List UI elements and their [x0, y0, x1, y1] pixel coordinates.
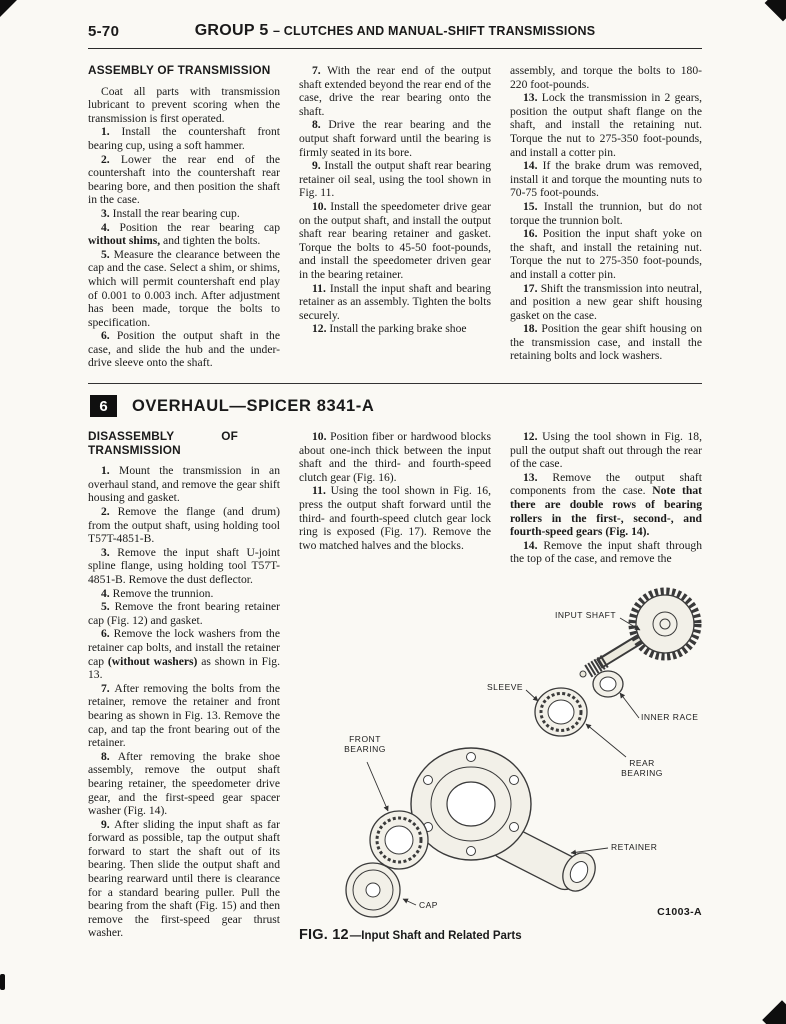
disassembly-column-2 [299, 430, 491, 566]
figure-caption-number: FIG. 12 [299, 927, 349, 943]
inner-race-label: INNER RACE [641, 712, 699, 722]
paragraph: 12. Using the tool shown in Fig. 18, pull the output shaft out through the rear of the case. [510, 430, 702, 471]
paragraph: 10. Position fiber or hardwood blocks about one-inch thick between the input shaft and the third- and fourth-speed clutch gear (Fig. 16). [299, 430, 491, 484]
paragraph: 10. Install the speedometer drive gear on the output shaft, and install the output shaft rear bearing retainer and gasket. Torque the bolts to 45-50 foot-pounds, and install the speedometer driven gear in the bearing retainer. [299, 199, 492, 281]
group-subtitle: – CLUTCHES AND MANUAL-SHIFT TRANSMISSIONS [272, 24, 596, 38]
paragraph: 2. Remove the flange (and drum) from the output shaft, using holding tool T57T-4851-B. [88, 505, 281, 546]
paragraph: 9. Install the output shaft rear bearing retainer oil seal, using the tool shown in Fig. 11. [299, 159, 491, 200]
figure-caption-title: —Input Shaft and Related Parts [349, 930, 522, 942]
front-bearing-drawing [370, 811, 428, 869]
paragraph: 1. Install the countershaft front bearing cup, using a soft hammer. [88, 125, 280, 152]
input-shaft-label: INPUT SHAFT [555, 610, 617, 620]
scan-artifact [765, 0, 786, 21]
disassembly-right-area [299, 430, 702, 943]
scan-artifact [762, 1000, 786, 1024]
paragraph: 13. Lock the transmission in 2 gears, position the output shaft flange on the shaft, and install the retaining nut. Torque the nut to 275-350 foot-pounds, and install a cotter pin. [510, 91, 702, 159]
paragraph: 4. Position the rear bearing cap without shims, and tighten the bolts. [88, 220, 280, 248]
front-bearing-label: FRONT BEARING [344, 734, 386, 754]
sleeve-label: SLEEVE [487, 682, 524, 692]
paragraph: 8. Drive the rear bearing and the output shaft forward until the bearing is firmly seated in its bore. [299, 118, 491, 159]
page-number: 5-70 [88, 23, 120, 40]
assembly-column-1 [88, 64, 280, 370]
paragraph: 8. After removing the brake shoe assembly, remove the output shaft bearing retainer, the speedometer drive gear, and the first-speed gear spacer washer (Fig. 14). [88, 749, 280, 818]
cap-drawing [346, 863, 400, 917]
inner-race-drawing [593, 671, 623, 697]
group-label: GROUP 5 [194, 22, 269, 39]
paragraph: 3. Install the rear bearing cup. [101, 206, 240, 220]
scan-artifact [0, 0, 17, 17]
paragraph: 11. Using the tool shown in Fig. 16, press the output shaft forward until the third- and fourth-speed clutch gear lock ring is exposed (Fig. 17). Remove the two matched halves and the blocks. [299, 484, 491, 552]
paragraph: 6. Position the output shaft in the case, and slide the hub and the under-drive sleeve onto the shaft. [88, 329, 280, 370]
paragraph: 11. Install the input shaft and bearing retainer as an assembly. Tighten the bolts securely. [299, 281, 491, 322]
paragraph: 13. Remove the output shaft components from the case. Note that there are double rows of bearing rollers in the first-, second-, and fourth-speed gears (Fig. 14). [510, 470, 703, 539]
header-title [88, 20, 702, 40]
input-shaft-drawing [580, 591, 698, 677]
paragraph: 14. Remove the input shaft through the top of the case, and remove the [510, 538, 702, 566]
disassembly-heading: DISASSEMBLY OF TRANSMISSION [88, 429, 238, 457]
section-6-header [90, 395, 702, 417]
paragraph: 2. Lower the rear end of the countershaft into the countershaft rear bearing bore, and then position the shaft in the case. [88, 152, 280, 207]
figure-12-illustration [299, 572, 702, 924]
rear-bearing-drawing [535, 688, 587, 736]
paragraph: 6. Remove the lock washers from the retainer cap bolts, and install the retainer cap (without washers) as shown in Fig. 13. [88, 627, 280, 682]
retainer-label: RETAINER [611, 842, 658, 852]
assembly-section [88, 64, 702, 370]
paragraph: 17. Shift the transmission into neutral, and position a new gear shift housing gasket on the case. [510, 281, 702, 322]
cap-label: CAP [419, 900, 438, 910]
scan-artifact [0, 974, 5, 990]
rear-bearing-label: REAR BEARING [621, 758, 663, 778]
paragraph: 12. Install the parking brake shoe [312, 322, 467, 336]
paragraph: 5. Remove the front bearing retainer cap (Fig. 12) and gasket. [88, 600, 280, 627]
disassembly-column-1 [88, 430, 280, 943]
page-header [88, 20, 702, 46]
disassembly-column-3 [510, 430, 702, 566]
assembly-column-3 [510, 64, 702, 370]
figure-caption [299, 927, 702, 943]
disassembly-section [88, 430, 702, 943]
paragraph: 7. With the rear end of the output shaft extended beyond the rear end of the case, drive the rear bearing onto the shaft. [299, 64, 491, 118]
paragraph: 5. Measure the clearance between the cap and the case. Select a shim, or shims, which will permit countershaft end play of 0.001 to 0.003 inch. After adjustment has been made, torque the bolts to specification. [88, 247, 281, 329]
assembly-col1-text [88, 85, 280, 370]
section-number-badge: 6 [90, 395, 117, 417]
paragraph: 7. After removing the bolts from the retainer, remove the retainer and front bearing as shown in Fig. 13. Remove the cap, and tap the front bearing out of the retainer. [88, 681, 280, 750]
disassembly-col1-text [88, 464, 280, 940]
paragraph: 3. Remove the input shaft U-joint spline flange, using holding tool T57T-4851-B. Remove the dust deflector. [88, 545, 281, 586]
paragraph: 1. Mount the transmission in an overhaul stand, and remove the gear shift housing and gasket. [88, 464, 280, 505]
paragraph: 18. Position the gear shift housing on the transmission case, and install the retaining bolts and lock washers. [510, 322, 703, 363]
paragraph: 15. Install the trunnion, but do not torque the trunnion bolt. [510, 199, 703, 227]
assembly-column-2 [299, 64, 491, 370]
assembly-heading: ASSEMBLY OF TRANSMISSION [88, 63, 271, 77]
disassembly-right-columns [299, 430, 702, 566]
paragraph: 14. If the brake drum was removed, install it and torque the mounting nuts to 70-75 foot-pounds. [510, 159, 703, 200]
paragraph: 9. After sliding the input shaft as far forward as possible, tap the output shaft forward to start the shaft out of its bearing. Then slide the output shaft and bearing rearward until there is clearance for a standard bearing puller. Pull the bearing from the shaft (Fig. 15) and then remove the first-speed gear thrust washer. [88, 817, 280, 940]
retainer-drawing [411, 748, 601, 897]
paragraph: 16. Position the input shaft yoke on the shaft, and install the retaining nut. Torque the nut to 275-350 foot-pounds, and install a cotter pin. [510, 227, 702, 281]
page-content [88, 20, 702, 943]
section-title: OVERHAUL—SPICER 8341-A [132, 396, 375, 415]
paragraph: Coat all parts with transmission lubricant to prevent scoring when the transmission is first operated. [88, 84, 280, 125]
paragraph: 4. Remove the trunnion. [101, 586, 214, 600]
header-rule [88, 48, 702, 49]
section-divider-rule [88, 383, 702, 384]
figure-code: C1003-A [657, 906, 702, 918]
paragraph: assembly, and torque the bolts to 180-220 foot-pounds. [510, 64, 702, 91]
